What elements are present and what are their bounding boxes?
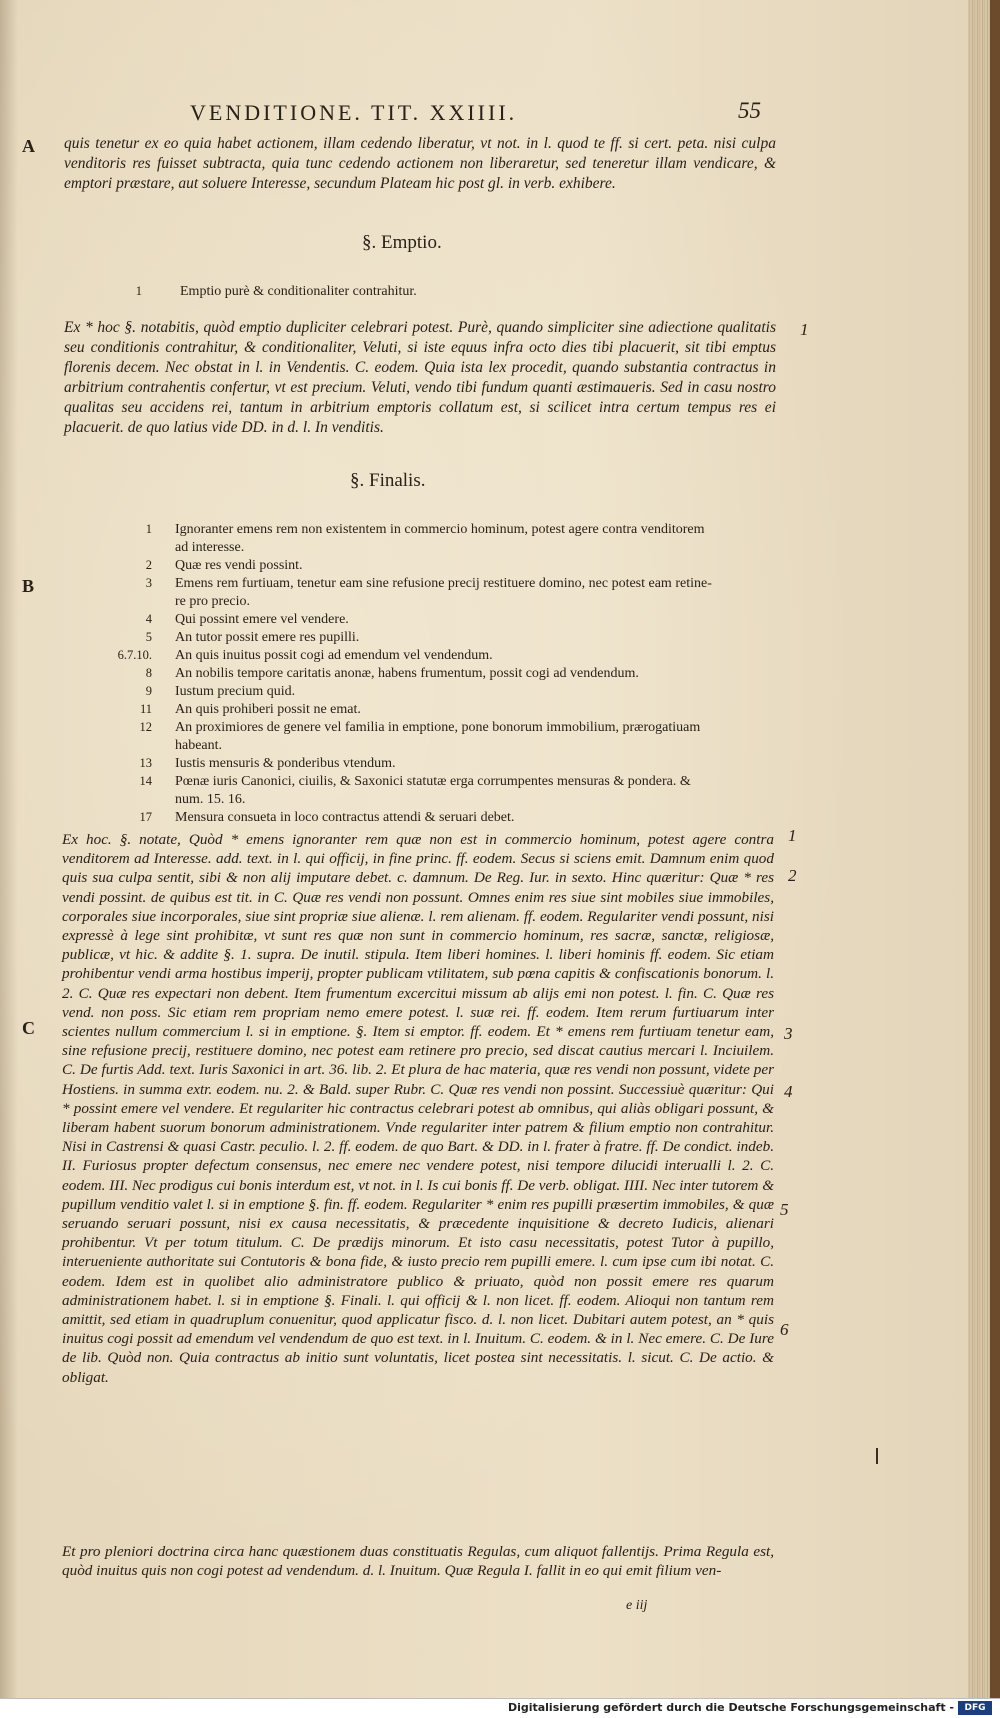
summary-row [0,666,900,684]
summary-row [0,720,900,738]
summary-row [0,612,900,630]
emptio-summary-row [0,284,900,302]
summary-row [0,792,900,810]
closing-paragraph: Et pro pleniori doctrina circa hanc quæstionem duas constituatis Regulas, cum aliquot fallentijs. Prima Regula est, quòd inuitus quis non cogi potest ad vendendum. d. l. Inuitum. Quæ Regula I. fallit in eo qui emit filium ven- [62,1543,774,1580]
book-cover-edge [990,0,1000,1717]
margin-letter-a: A [22,136,35,156]
summary-number: 11 [139,702,152,716]
margin-marker: 6 [780,1320,789,1339]
summary-number: 2 [145,558,152,572]
summary-text: An tutor possit emere res pupilli. [175,630,360,645]
summary-text: Iustum precium quid. [175,684,296,699]
summary-text: Emptio purè & conditionaliter contrahitur. [180,284,417,299]
footer-credit: Digitalisierung gefördert durch die Deutsche Forschungsgemeinschaft - [507,1701,954,1714]
summary-text: Pœnæ iuris Canonici, ciuilis, & Saxonici statutæ erga corrumpentes mensuras & pondera. & [175,774,691,789]
summary-row [0,576,900,594]
margin-marker: 4 [784,1082,793,1101]
margin-marker: 1 [788,826,797,845]
summary-row [0,594,900,612]
summary-number: 13 [139,756,152,770]
summary-number: 1 [145,522,152,536]
signature-mark: e iij [626,1598,648,1613]
summary-row [0,702,900,720]
summary-row [0,774,900,792]
margin-letter-b: B [22,576,35,596]
summary-number: 12 [139,720,152,734]
margin-marker: 5 [780,1200,789,1219]
summary-number: 8 [145,666,152,680]
emptio-commentary: Ex * hoc §. notabitis, quòd emptio dupliciter celebrari potest. Purè, quando simpliciter sine adiectione qualitatis seu conditionis contrahitur, & conditionaliter, Veluti, si iste equus infra octo dies tibi placuerit, sit tibi emptus florenis decem. Nec obstat in l. in Vendentis. C. eodem. Quia ista lex procedit, quando substantia contractus in arbitrium contrahentis confertur, vt est precium. Veluti, vendo tibi fundum quanti æstimaueris. Sed in casu nostro qualitas seu accidens rei, tantum in arbitrium emptoris collatum est, si scilicet intra certum tempus res ei placuerit. de quo latius vide DD. in d. l. In venditis. [64,319,776,436]
summary-text: re pro precio. [175,594,251,609]
margin-marker: 1 [800,320,809,339]
summary-text: ad interesse. [175,540,245,555]
margin-marker: 2 [788,866,797,885]
section-heading-finalis: §. Finalis. [350,470,426,491]
summary-number: 4 [145,612,152,626]
summary-text: An nobilis tempore caritatis anonæ, habens frumentum, possit cogi ad vendendum. [175,666,639,681]
summary-row [0,684,900,702]
footer-bar [0,1698,1000,1718]
summary-text: Qui possint emere vel vendere. [175,612,349,627]
page-number: 55 [738,98,761,123]
summary-row [0,738,900,756]
dfg-logo: DFG [958,1701,992,1715]
summary-row [0,540,900,558]
summary-text: An quis inuitus possit cogi ad emendum vel vendendum. [175,648,493,663]
summary-number: 5 [145,630,152,644]
summary-text: num. 15. 16. [175,792,246,807]
summary-number: 3 [145,576,152,590]
running-head: VENDITIONE. TIT. XXIIII. [190,100,518,125]
margin-letter-c: C [22,1018,35,1038]
summary-row [0,810,900,828]
summary-text: Emens rem furtiuam, tenetur eam sine refusione precij restituere domino, nec potest eam retine- [175,576,712,591]
summary-row [0,522,900,540]
section-heading-emptio: §. Emptio. [362,232,442,253]
summary-text: habeant. [175,738,223,753]
summary-number: 1 [135,284,142,298]
summary-row [0,558,900,576]
summary-text: Iustis mensuris & ponderibus vtendum. [175,756,396,771]
opening-paragraph: quis tenetur ex eo quia habet actionem, illam cedendo liberatur, vt not. in l. quod te ff. si cert. peta. nisi culpa venditoris res fuisset subtracta, quia tunc cedendo actionem non liberaretur, sed teneretur illam vendicare, & emptori præstare, aut soluere Interesse, secundum Plateam hic post gl. in verb. exhibere. [64,135,776,192]
summary-number: 6.7.10. [117,648,152,662]
margin-marker: 3 [784,1024,793,1043]
summary-number: 17 [139,810,152,824]
summary-row [0,630,900,648]
summary-text: Quæ res vendi possint. [175,558,303,573]
summary-text: An quis prohiberi possit ne emat. [175,702,361,717]
summary-row [0,648,900,666]
summary-row [0,756,900,774]
finalis-commentary: Ex hoc. §. notate, Quòd * emens ignoranter rem quæ non est in commercio hominum, potest agere contra venditorem ad Interesse. add. text. in l. qui officij, in fine princ. ff. eodem. Secus si sciens emit. Damnum enim quod quis sua culpa sentit, sibi & non alij imputare debet. c. damnum. De Reg. Iur. in sexto. Hinc quæritur: Quæ * res vendi possint. de quibus est tit. in C. Quæ res vendi non possunt. Omnes enim res siue sint mobiles siue immobiles, corporales siue incorporales, siue sint propriæ siue alienæ. l. rem alienam. ff. eodem. Regulariter vendi possunt, nisi expressè à lege sint prohibitæ, vt sunt res quæ non sunt in commercio hominum, res sacræ, sanctæ, religiosæ, publicæ, vt hic. & addite §. 1. supra. De inutil. stipula. Item liberi homines. l. liberi hominis ff. eodem. Sic etiam prohibentur vendi arma hostibus imperij, propter publicam vtilitatem, sub pœna capitis & confiscationis bonorum. l. 2. C. Quæ res expectari non debent. Item frumentum excercitui missum ab alijs emi non potest. l. fin. C. Quæ res vend. non poss. Sic etiam rem propriam nemo emere potest. l. suæ rei. ff. eodem. Item rerum furtiuarum inter scientes nullum commercium l. si in emptione. §. Item si emptor. ff. eodem. Et * emens rem furtiuam tenetur eam, sine refusione precij, restituere domino, nec potest eam retinere pro precio, sed discat cautius mercari l. Inciuilem. C. De furtis Add. text. Iuris Saxonici in art. 36. lib. 2. Et plura de hac materia, quæ res vendi non possunt, videte per Hostiens. in summa extr. eodem. nu. 2. & Bald. super Rubr. C. Quæ res vendi non possint. Successiuè quæritur: Qui * possint emere vel vendere. Et regulariter hic contractus celebrari potest ab omnibus, qui aliàs obligari possunt, & liberam habent suorum bonorum administrationem. Vnde regulariter inter patrem & filium emptio non contrahitur. Nisi in Castrensi & quasi Castr. peculio. l. 2. ff. eodem. de quo Bart. & DD. in l. frater à fratre. ff. De condict. indeb. II. Furiosus propter defectum consensus, nec emere nec vendere potest, nisi tempore dilucidi interualli l. 2. C. eodem. III. Nec prodigus cui bonis interdum est, vt not. in l. Is cui bonis ff. De verb. obligat. IIII. Nec inter tutorem & pupillum venditio valet l. si in emptione §. fin. ff. eodem. Regulariter * enim res pupilli præsertim immobiles, & quæ seruando seruari possunt, nisi ex causa necessitatis, & præcedente inquisitione & decreto Iudicis, alienari prohibentur. Vt per totum titulum. C. De prædijs minorum. Et isto casu necessitatis, potest Tutor à pupillo, interueniente authoritate sui Contutoris & bona fide, & iusto precio rem pupilli emere. l. cum ipse cum ibi notat. C. eodem. Idem est in quolibet alio administratore publico & priuato, quòd non possit emere res quarum administrationem habet. l. si in emptione §. Finali. l. qui officij & l. non licet. ff. eodem. Alioqui non tantum rem amittit, sed etiam in quadruplum conuenitur, quod applicatur fisco. d. l. non licet. Dubitari autem potest, an * quis inuitus cogi possit ad emendum vel vendendum de quo est text. in l. Inuitum. C. eodem. & in l. Nec emere. C. De Iure de lib. Quòd non. Quia contractus ab initio sunt voluntatis, licet postea sint necessitatis. l. sicut. C. De actio. & obligat. [62,831,775,1386]
summary-text: Ignoranter emens rem non existentem in commercio hominum, potest agere contra venditorem [175,522,705,537]
summary-text: An proximiores de genere vel familia in emptione, pone bonorum immobilium, prærogatiuam [175,720,701,735]
margin-tick [876,1448,878,1464]
summary-text: Mensura consueta in loco contractus attendi & seruari debet. [175,810,515,825]
summary-number: 9 [145,684,152,698]
summary-number: 14 [139,774,152,788]
